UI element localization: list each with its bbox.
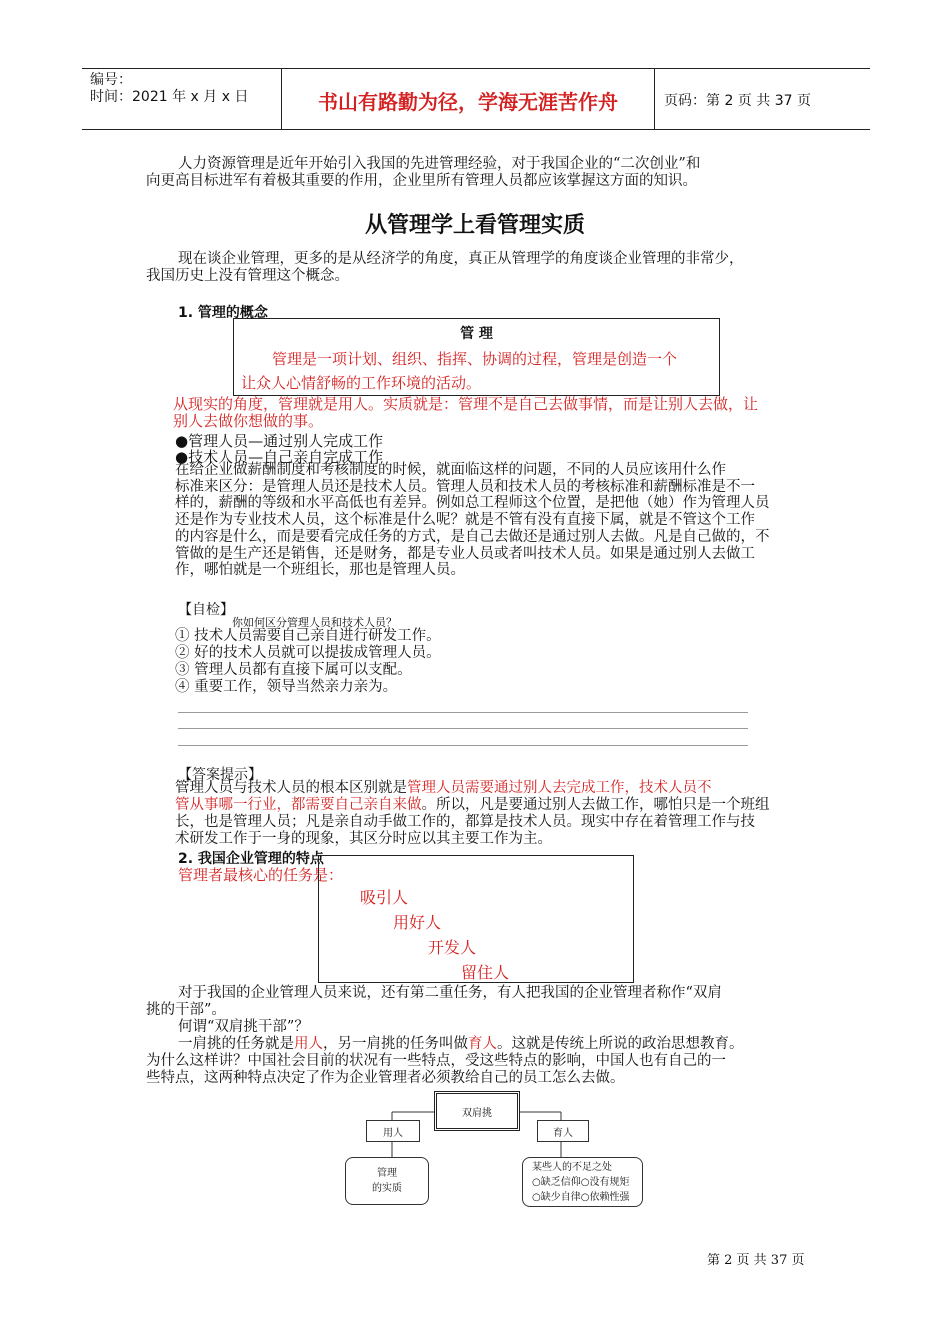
bullet-item: ●技术人员—自己亲自完成工作	[175, 448, 384, 466]
definition-title: 管 理	[460, 326, 493, 342]
body-line: 我国历史上没有管理这个概念。	[146, 268, 349, 284]
diagram-label: 用人	[383, 1127, 403, 1139]
page-title: 从管理学上看管理实质	[364, 213, 585, 238]
answer-highlight: 管理人员需要通过别人去完成工作，技术人员不	[407, 780, 712, 796]
diagram-left-child	[345, 1157, 429, 1205]
body-line: 还是作为专业技术人员，这个标准是什么呢？就是不管有没有直接下属，就是不管这个工作	[175, 512, 755, 529]
body-highlight: 用人	[294, 1036, 323, 1052]
diagram-label: 管理	[377, 1168, 397, 1179]
bullet-item: ●管理人员—通过别人完成工作	[175, 432, 384, 450]
answer-text: 长，也是管理人员；凡是亲自动手做工作的，都算是技术人员。现实中存在着管理工作与技	[175, 814, 755, 830]
body-line: 现在谈企业管理，更多的是从经济学的角度，真正从管理学的角度谈企业管理的非常少，	[178, 251, 744, 267]
page-code: 页码：第 2 页 共 37 页	[664, 93, 811, 109]
option-item: ① 技术人员需要自己亲自进行研发工作。	[175, 628, 441, 644]
diagram-label: ○缺乏信仰○没有规矩	[532, 1176, 630, 1188]
intro-line: 人力资源管理是近年开始引入我国的先进管理经验，对于我国企业的“二次创业”和	[178, 156, 701, 172]
page-footer: 第 2 页 共 37 页	[707, 1253, 805, 1268]
section-heading: 2. 我国企业管理的特点	[178, 851, 324, 867]
diagram-root-node	[434, 1091, 520, 1131]
body-line: 挑的干部”。	[146, 1002, 226, 1018]
answer-text: 。所以，凡是要通过别人去做工作，哪怕只是一个班组	[421, 797, 770, 813]
date-label: 时间：2021 年 x 月 x 日	[90, 89, 249, 105]
diagram-right-node	[537, 1120, 589, 1142]
answer-text: 术研发工作于一身的现象，其区分时应以其主要工作为主。	[175, 831, 552, 847]
body-line: 在给企业做薪酬制度和考核制度的时候，就面临这样的问题，不同的人员应该用什么作	[175, 462, 726, 478]
body-line: 何谓“双肩挑干部”？	[178, 1019, 309, 1035]
task-item: 留住人	[461, 963, 510, 982]
body-text: 。这就是传统上所说的政治思想教育。	[497, 1036, 744, 1052]
option-item: ② 好的技术人员就可以提拔成管理人员。	[175, 645, 441, 661]
task-item: 用好人	[393, 913, 442, 932]
body-text: ，另一肩挑的任务叫做	[323, 1036, 468, 1052]
option-item: ④ 重要工作，领导当然亲力亲为。	[175, 679, 398, 695]
answer-highlight: 管从事哪一行业，都需要自己亲自来做	[175, 797, 422, 813]
key-point: 从现实的角度，管理就是用人。实质就是：管理不是自己去做事情，而是让别人去做，让	[173, 395, 759, 413]
diagram-label: 的实质	[372, 1183, 402, 1194]
definition-text: 管理是一项计划、组织、指挥、协调的过程，管理是创造一个	[272, 350, 678, 368]
number-label: 编号：	[90, 72, 132, 88]
body-line: 作，哪怕就是一个班组长，那也是管理人员。	[175, 562, 465, 579]
body-line: 标准来区分：是管理人员还是技术人员。管理人员和技术人员的考核标准和薪酬标准是不一	[175, 478, 755, 495]
answer-heading: 【答案提示】	[178, 767, 262, 783]
diagram-label: 育人	[553, 1127, 573, 1139]
body-highlight: 育人	[468, 1036, 497, 1052]
option-item: ③ 管理人员都有直接下属可以支配。	[175, 662, 412, 678]
key-point: 别人去做你想做的事。	[173, 412, 324, 430]
section-heading: 1. 管理的概念	[178, 305, 268, 321]
body-line: 的内容是什么，而是要看完成任务的方式，是自己去做还是通过别人去做。凡是自己做的，不	[175, 528, 770, 545]
diagram-label: ○缺少自律○依赖性强	[532, 1191, 630, 1203]
diagram-label: 双肩挑	[462, 1107, 492, 1119]
key-point: 管理者最核心的任务是：	[178, 866, 344, 884]
body-line: 些特点，这两种特点决定了作为企业管理者必须教给自己的员工怎么去做。	[146, 1070, 625, 1086]
diagram-left-node	[366, 1120, 420, 1142]
definition-text: 让众人心情舒畅的工作环境的活动。	[241, 374, 482, 392]
body-text: 一肩挑的任务就是	[178, 1036, 294, 1052]
body-line: 管做的是生产还是销售，还是财务，都是专业人员或者叫技术人员。如果是通过别人去做工	[175, 545, 755, 562]
intro-line: 向更高目标进军有着极其重要的作用，企业里所有管理人员都应该掌握这方面的知识。	[146, 173, 697, 189]
diagram-label: 某些人的不足之处	[532, 1161, 612, 1173]
body-line: 为什么这样讲？中国社会目前的状况有一些特点，受这些特点的影响，中国人也有自己的一	[146, 1053, 726, 1069]
task-item: 吸引人	[360, 888, 409, 907]
self-check-question: 你如何区分管理人员和技术人员？	[232, 616, 397, 629]
task-item: 开发人	[428, 938, 477, 957]
header-motto: 书山有路勤为径，学海无涯苦作舟	[318, 90, 618, 114]
body-line: 样的，薪酬的等级和水平高低也有差异。例如总工程师这个位置，是把他（她）作为管理人员	[175, 495, 770, 512]
body-line: 对于我国的企业管理人员来说，还有第二重任务，有人把我国的企业管理者称作“双肩	[178, 985, 722, 1001]
diagram-right-child	[522, 1157, 643, 1207]
answer-text: 管理人员与技术人员的根本区别就是	[175, 780, 407, 796]
self-check-heading: 【自检】	[178, 602, 234, 618]
